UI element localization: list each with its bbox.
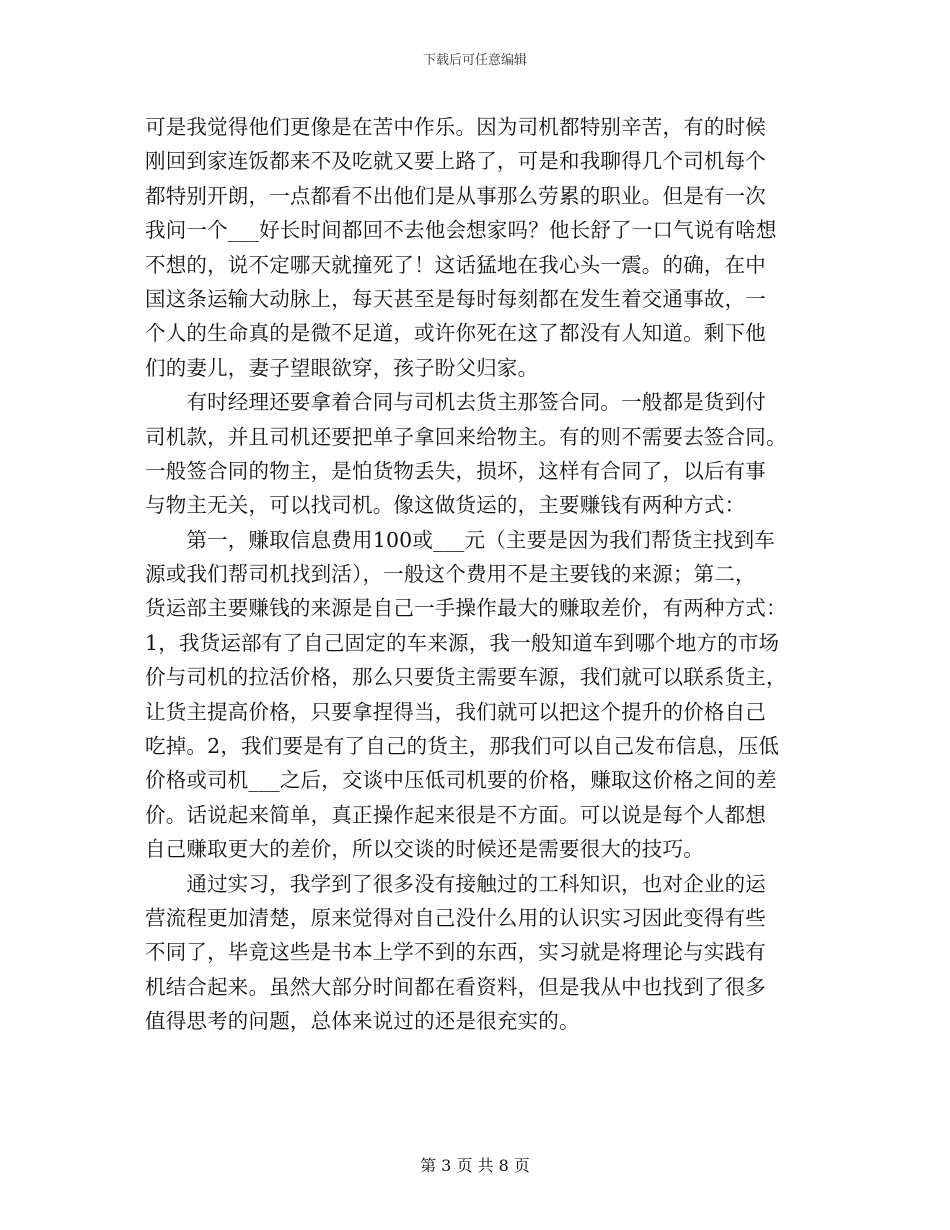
text-line: 让货主提高价格，只要拿捏得当，我们就可以把这个提升的价格自己 xyxy=(145,699,766,724)
text-line: 可是我觉得他们更像是在苦中作乐。因为司机都特别辛苦，有的时候 xyxy=(145,115,766,139)
text-line: 源或我们帮司机找到活），一般这个费用不是主要钱的来源；第二， xyxy=(145,562,756,587)
text-line: 司机款，并且司机还要把单子拿回来给物主。有的则不需要去签合同。 xyxy=(145,424,787,449)
text-line: 不想的，说不定哪天就撞死了！这话猛地在我心头一震。的确，在中 xyxy=(145,252,766,277)
text-line: 有时经理还要拿着合同与司机去货主那签合同。一般都是货到付 xyxy=(145,390,766,415)
text-line: 1，我货运部有了自己固定的车来源，我一般知道车到哪个地方的市场 xyxy=(145,630,780,655)
text-line: 通过实习，我学到了很多没有接触过的工科知识，也对企业的运 xyxy=(145,871,766,896)
text-line: 值得思考的问题，总体来说过的还是很充实的。 xyxy=(145,1009,580,1034)
text-line: 一般签合同的物主，是怕货物丢失，损坏，这样有合同了，以后有事 xyxy=(145,458,766,483)
text-line: 我问一个___好长时间都回不去他会想家吗？他长舒了一口气说有啥想 xyxy=(145,218,777,243)
text-line: 刚回到家连饭都来不及吃就又要上路了，可是和我聊得几个司机每个 xyxy=(145,149,766,174)
text-line: 价与司机的拉活价格，那么只要货主需要车源，我们就可以联系货主， xyxy=(145,665,787,690)
text-line: 价格或司机___之后，交谈中压低司机要的价格，赚取这价格之间的差 xyxy=(145,768,777,793)
text-line: 国这条运输大动脉上，每天甚至是每时每刻都在发生着交通事故，一 xyxy=(145,286,766,311)
text-line: 第一，赚取信息费用100或___元（主要是因为我们帮货主找到车 xyxy=(145,527,775,552)
text-line: 们的妻儿，妻子望眼欲穿，孩子盼父归家。 xyxy=(145,355,539,380)
text-line: 与物主无关，可以找司机。像这做货运的，主要赚钱有两种方式： xyxy=(145,493,746,518)
page-header: 下载后可任意编辑 xyxy=(422,53,527,68)
text-line: 都特别开朗，一点都看不出他们是从事那么劳累的职业。但是有一次 xyxy=(145,183,766,208)
text-line: 个人的生命真的是微不足道，或许你死在这了都没有人知道。剩下他 xyxy=(145,321,766,346)
body-text xyxy=(145,110,815,1039)
text-line: 自己赚取更大的差价，所以交谈的时候还是需要很大的技巧。 xyxy=(145,837,704,862)
text-line: 营流程更加清楚，原来觉得对自己没什么用的认识实习因此变得有些 xyxy=(145,905,766,930)
text-line: 货运部主要赚钱的来源是自己一手操作最大的赚取差价，有两种方式： xyxy=(145,596,787,621)
text-line: 价。话说起来简单，真正操作起来很是不方面。可以说是每个人都想 xyxy=(145,802,766,827)
text-line: 吃掉。2，我们要是有了自己的货主，那我们可以自己发布信息，压低 xyxy=(145,734,780,759)
page-number-footer: 第 3 页 共 8 页 xyxy=(420,1156,530,1175)
text-line: 机结合起来。虽然大部分时间都在看资料，但是我从中也找到了很多 xyxy=(145,974,766,999)
text-line: 不同了，毕竟这些是书本上学不到的东西，实习就是将理论与实践有 xyxy=(145,940,766,965)
